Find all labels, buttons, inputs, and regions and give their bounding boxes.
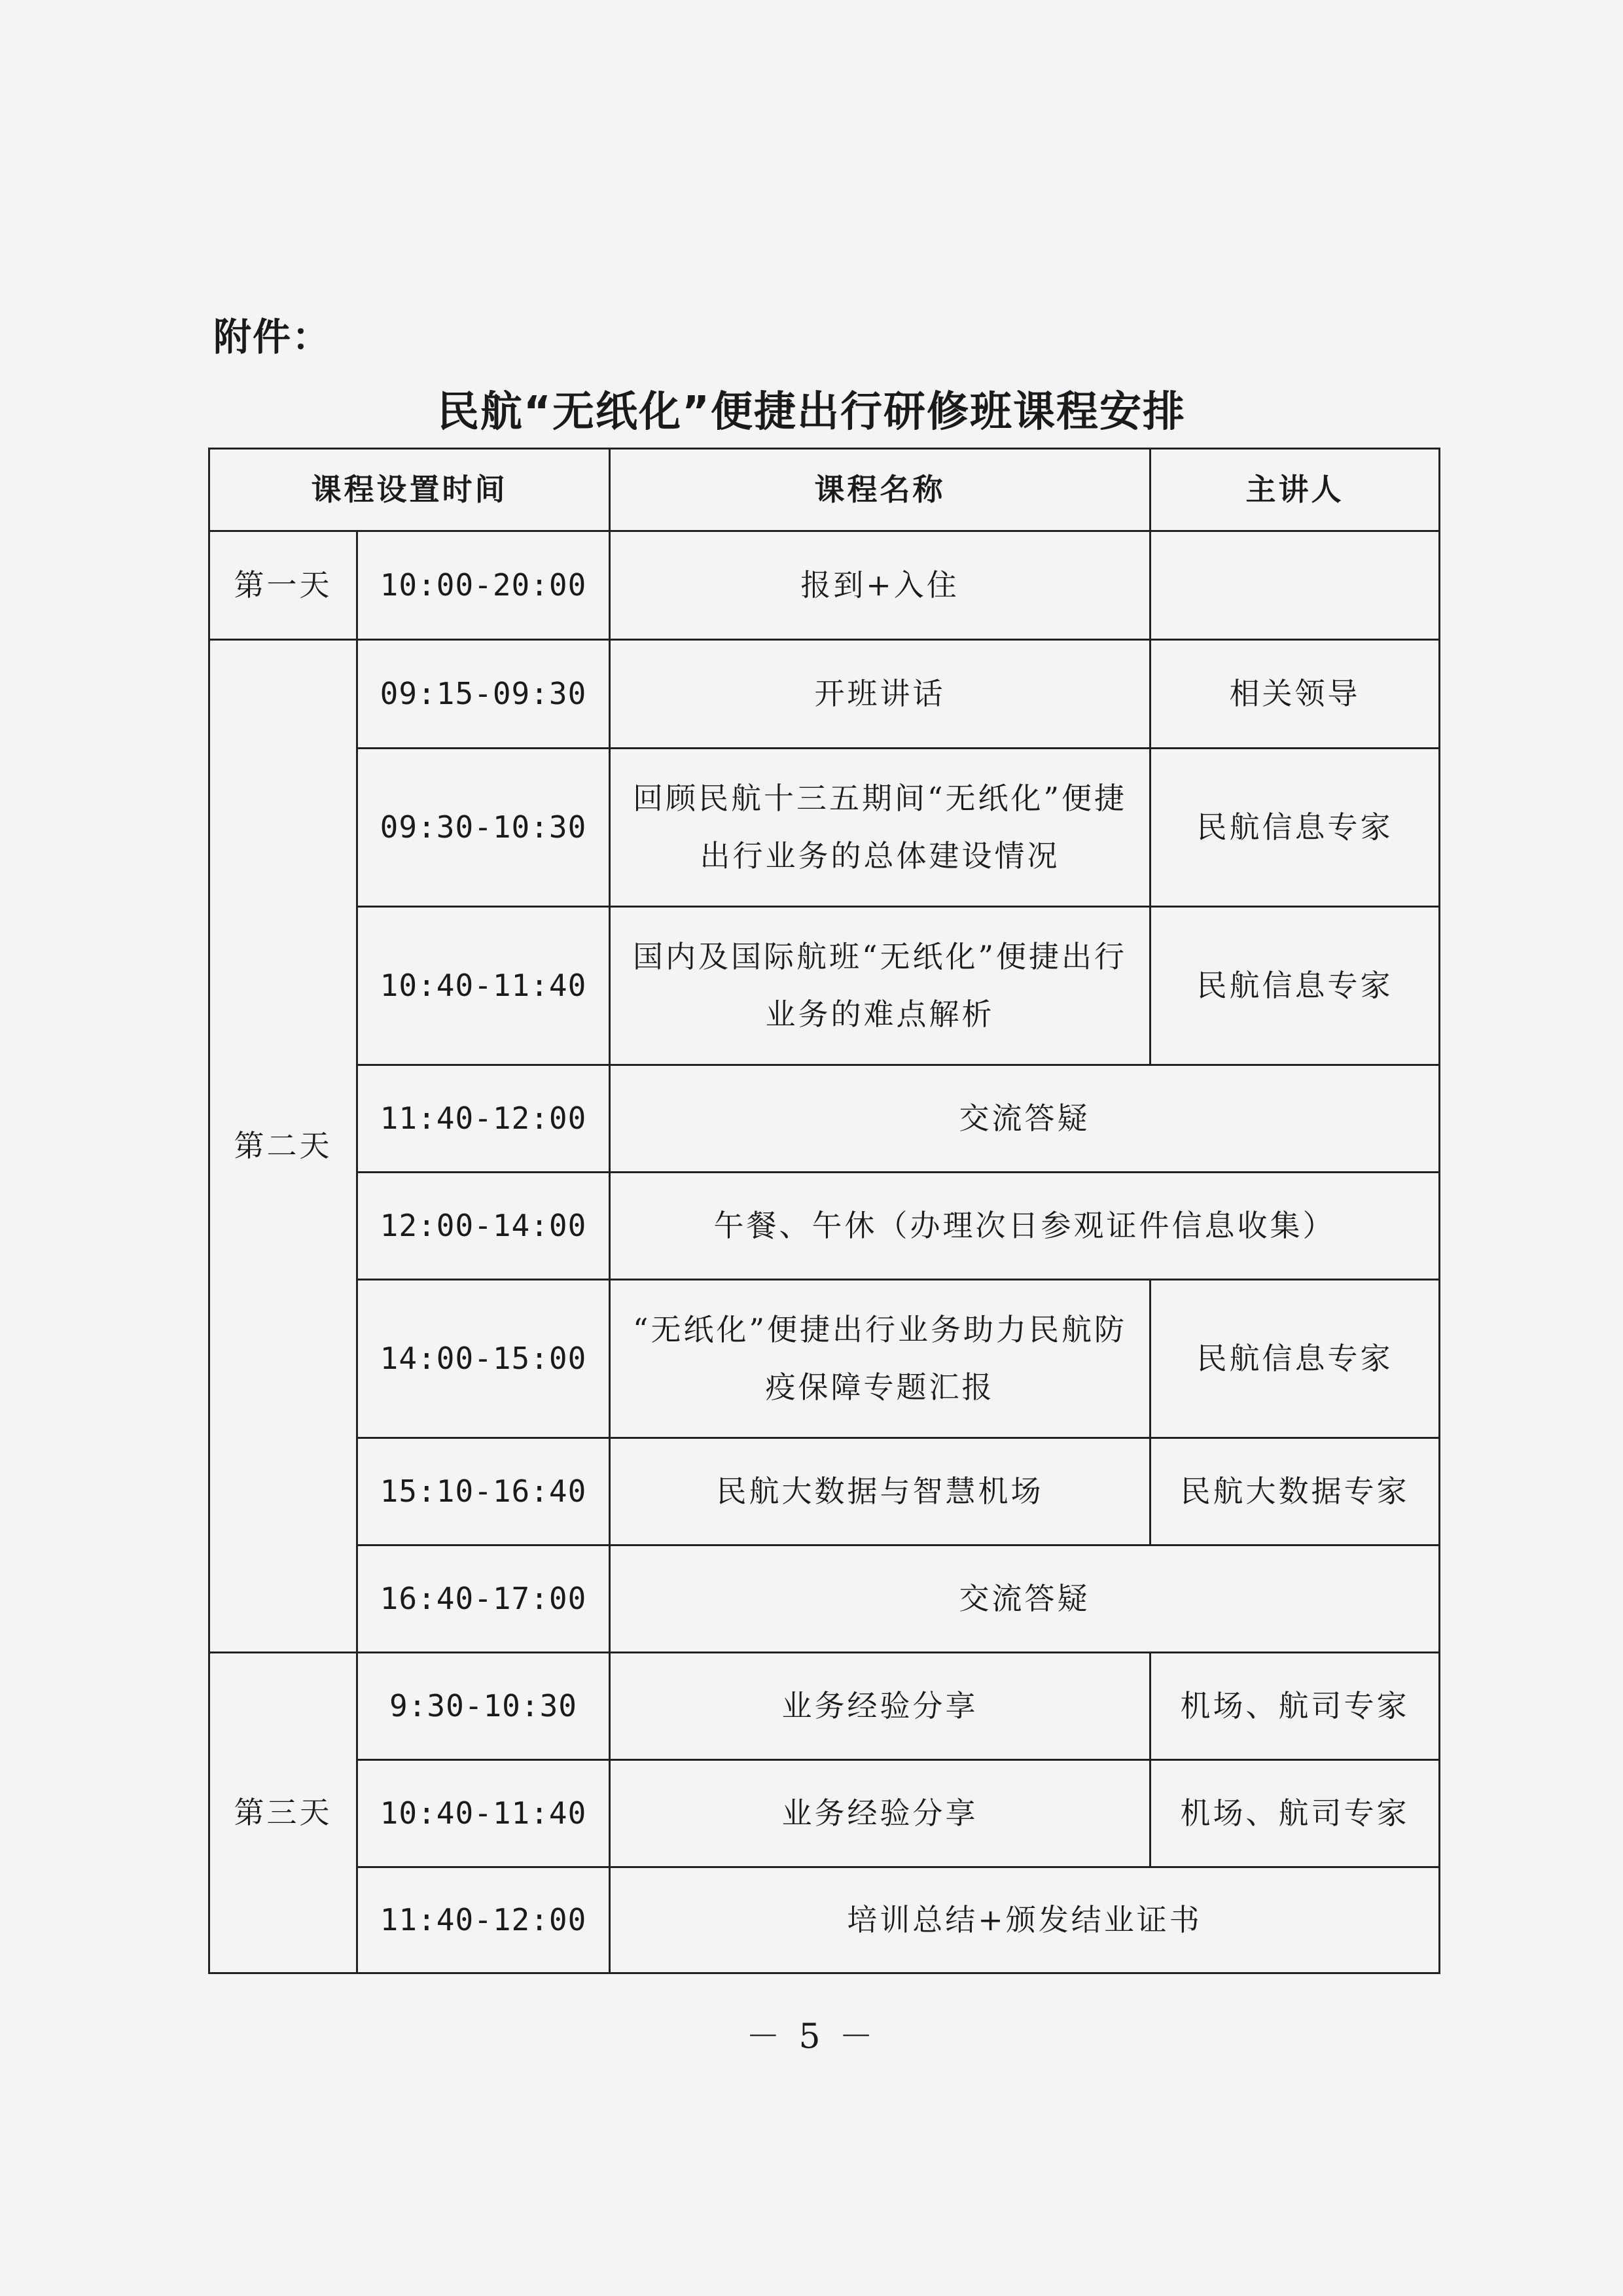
- course-cell: 午餐、午休（办理次日参观证件信息收集）: [610, 1173, 1440, 1280]
- course-cell: 国内及国际航班“无纸化”便捷出行业务的难点解析: [610, 907, 1150, 1065]
- time-cell: 15:10-16:40: [357, 1438, 610, 1545]
- document-title: 民航“无纸化”便捷出行研修班课程安排: [437, 388, 1186, 436]
- time-cell: 10:00-20:00: [357, 531, 610, 640]
- table-row: [209, 1545, 1440, 1653]
- speaker-cell: 相关领导: [1150, 640, 1440, 749]
- time-cell: 14:00-15:00: [357, 1280, 610, 1438]
- time-cell: 09:15-09:30: [357, 640, 610, 749]
- course-cell: 业务经验分享: [610, 1760, 1150, 1867]
- time-cell: 10:40-11:40: [357, 907, 610, 1065]
- table-header-row: [209, 449, 1440, 531]
- schedule-table: [208, 448, 1440, 1974]
- speaker-cell: 民航大数据专家: [1150, 1438, 1440, 1545]
- page-number: － 5 －: [745, 2017, 878, 2057]
- time-cell: 16:40-17:00: [357, 1545, 610, 1653]
- course-cell: 民航大数据与智慧机场: [610, 1438, 1150, 1545]
- course-cell: 交流答疑: [610, 1545, 1440, 1653]
- course-cell: 培训总结+颁发结业证书: [610, 1867, 1440, 1973]
- table-row: [209, 749, 1440, 907]
- time-cell: 11:40-12:00: [357, 1867, 610, 1973]
- table-row: [209, 1760, 1440, 1867]
- table-row: [209, 531, 1440, 640]
- speaker-cell: 民航信息专家: [1150, 1280, 1440, 1438]
- course-cell: 开班讲话: [610, 640, 1150, 749]
- time-cell: 09:30-10:30: [357, 749, 610, 907]
- table-row: [209, 1653, 1440, 1760]
- header-time: 课程设置时间: [209, 449, 610, 531]
- table-row: [209, 907, 1440, 1065]
- day-cell: 第三天: [209, 1653, 357, 1973]
- time-cell: 11:40-12:00: [357, 1065, 610, 1173]
- day-cell: 第二天: [209, 640, 357, 1653]
- table-row: [209, 640, 1440, 749]
- header-course: 课程名称: [610, 449, 1150, 531]
- header-speaker: 主讲人: [1150, 449, 1440, 531]
- speaker-cell: 民航信息专家: [1150, 749, 1440, 907]
- time-cell: 10:40-11:40: [357, 1760, 610, 1867]
- course-cell: 交流答疑: [610, 1065, 1440, 1173]
- table-row: [209, 1065, 1440, 1173]
- time-cell: 9:30-10:30: [357, 1653, 610, 1760]
- table-row: [209, 1867, 1440, 1973]
- table-row: [209, 1438, 1440, 1545]
- speaker-cell: 机场、航司专家: [1150, 1760, 1440, 1867]
- speaker-cell: [1150, 531, 1440, 640]
- speaker-cell: 民航信息专家: [1150, 907, 1440, 1065]
- attachment-label: 附件：: [213, 315, 332, 359]
- table-row: [209, 1173, 1440, 1280]
- time-cell: 12:00-14:00: [357, 1173, 610, 1280]
- speaker-cell: 机场、航司专家: [1150, 1653, 1440, 1760]
- course-cell: 报到+入住: [610, 531, 1150, 640]
- course-cell: 业务经验分享: [610, 1653, 1150, 1760]
- table-row: [209, 1280, 1440, 1438]
- day-cell: 第一天: [209, 531, 357, 640]
- course-cell: 回顾民航十三五期间“无纸化”便捷出行业务的总体建设情况: [610, 749, 1150, 907]
- course-cell: “无纸化”便捷出行业务助力民航防疫保障专题汇报: [610, 1280, 1150, 1438]
